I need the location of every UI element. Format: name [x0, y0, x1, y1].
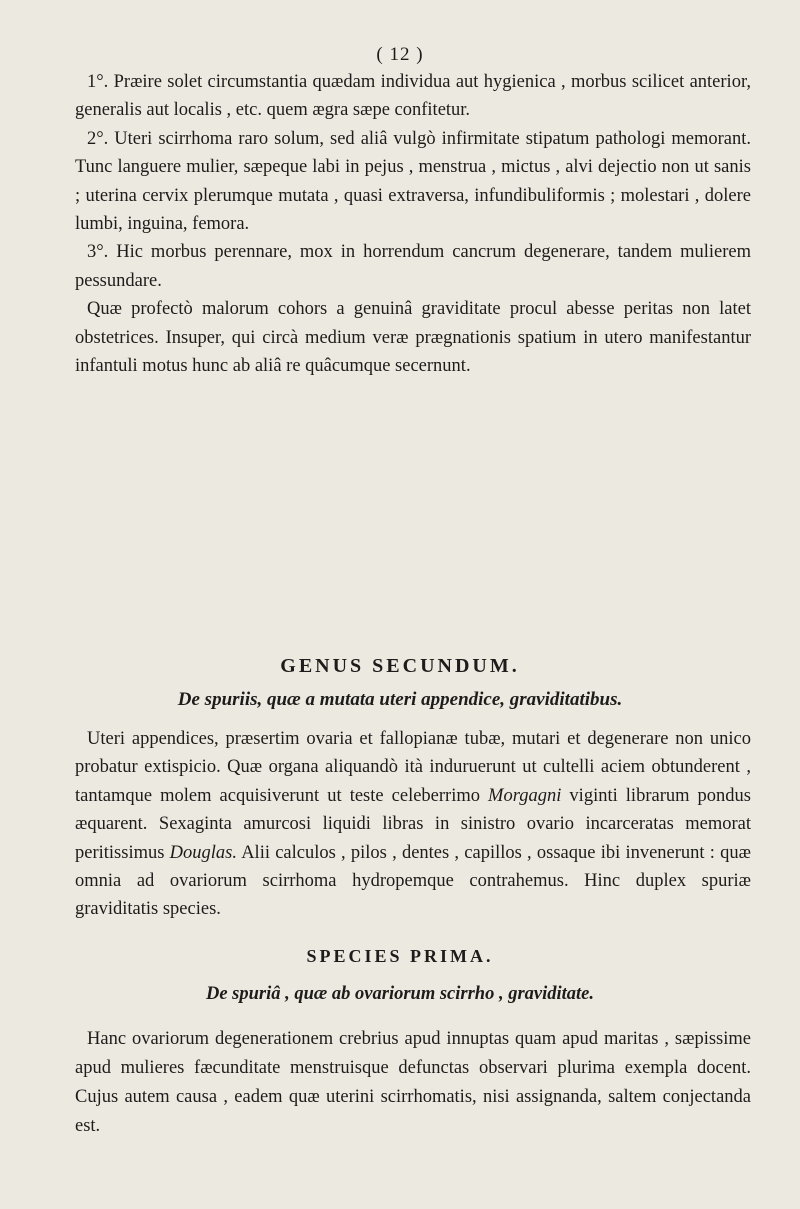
species-heading: SPECIES PRIMA.: [306, 946, 494, 966]
intro-text-block: [75, 68, 751, 380]
paragraph-3: 3°. Hic morbus perennare, mox in horrendum cancrum degenerare, tandem mulierem pessundare.: [75, 242, 751, 291]
species-text-block: [75, 1025, 751, 1141]
page-number: ( 12 ): [376, 44, 424, 65]
author-name-douglas: Douglas.: [169, 842, 237, 863]
genus-text-part-2: viginti librarum pondus æquarent. Sexaginta amurcosi liquidi libras in sinistro ovario incarceratas memorat peritissimus: [75, 785, 751, 863]
author-name-morgagni: Morgagni: [488, 785, 562, 806]
genus-text-part-1: Uteri appendices, præsertim ovaria et fallopianæ tubæ, mutari et degenerare non unico probatur extispicio. Quæ organa aliquandò ità induruerunt ut cultelli aciem obtunderent , tantamque molem acquisiverunt ut teste celeberrimo: [75, 729, 751, 806]
paragraph-1: 1°. Præire solet circumstantia quædam individua aut hygienica , morbus scilicet anterior, generalis aut localis , etc. quem ægra sæpe confitetur.: [75, 72, 751, 121]
genus-paragraph: [75, 725, 751, 924]
genus-heading: GENUS SECUNDUM.: [280, 655, 520, 677]
paragraph-4: Quæ profectò malorum cohors a genuinâ graviditate procul abesse peritas non latet obstetrices. Insuper, qui circà medium veræ prægnationis spatium in utero manifestantur infantuli motus hunc ab aliâ re quâcumque secernunt.: [75, 299, 751, 377]
genus-subtitle: De spuriis, quæ a mutata uteri appendice, graviditatibus.: [177, 689, 623, 710]
genus-text-part-3: Alii calculos , pilos , dentes , capillos , ossaque ibi invenerunt : quæ omnia ad ovariorum scirrhoma hydropemque contrahemus. Hinc duplex spuriæ graviditatis species.: [75, 842, 751, 920]
paragraph-2: 2°. Uteri scirrhoma raro solum, sed aliâ vulgò infirmitate stipatum pathologi memorant. Tunc languere mulier, sæpeque labi in pejus , menstrua , mictus , alvi dejectio non ut sanis ; uterina cervix plerumque mutata , quasi extraversa, infundibuliformis ; molestari , dolere lumbi, inguina, femora.: [75, 128, 751, 235]
species-paragraph: Hanc ovariorum degenerationem crebrius apud innuptas quam apud maritas , sæpissime apud mulieres fæcunditate menstruisque defunctas observari plurima exempla docent. Cujus autem causa , eadem quæ uterini scirrhomatis, nisi assignanda, saltem conjectanda est.: [75, 1029, 751, 1136]
species-subtitle: De spuriâ , quæ ab ovariorum scirrho , graviditate.: [205, 984, 595, 1004]
genus-text-block: [75, 725, 751, 924]
